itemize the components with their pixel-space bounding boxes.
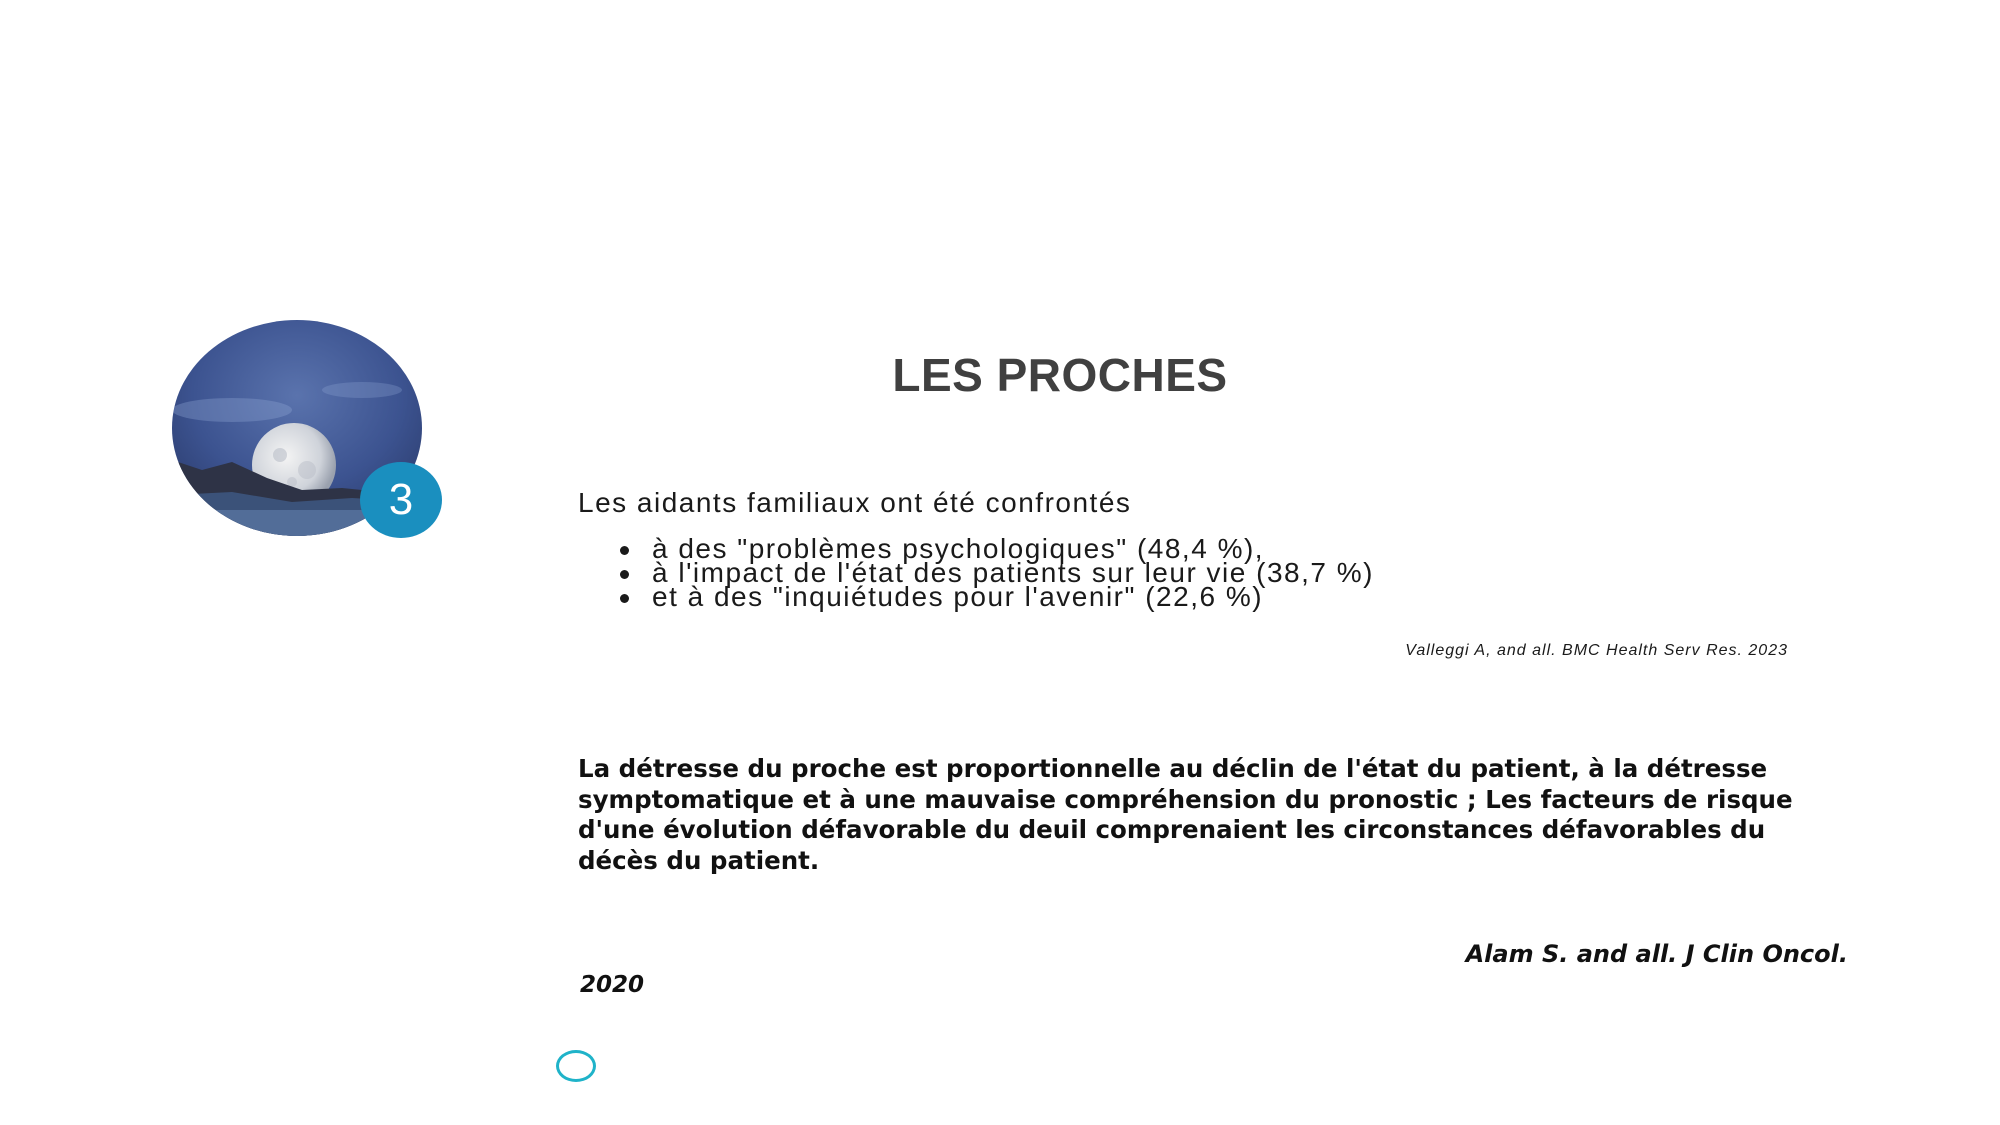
slide-title: LES PROCHES <box>892 349 1228 401</box>
reference-year: 2020 <box>580 972 645 998</box>
pointer-circle-icon <box>556 1050 596 1082</box>
bullet-item: à l'impact de l'état des patients sur leur vie (38,7 %) <box>612 561 1374 585</box>
bullet-item: à des "problèmes psychologiques" (48,4 %), <box>612 537 1374 561</box>
reference-citation-2: Alam S. and all. J Clin Oncol. <box>1465 940 1848 968</box>
body-paragraph: La détresse du proche est proportionnelle au déclin de l'état du patient, à la détresse symptomatique et à une mauvaise compréhension du pronostic ; Les facteurs de risque d'une évolution défavorable du deuil comprenaient les circonstances défavorables du décès du patient. <box>578 754 1793 875</box>
reference-citation-1: Valleggi A, and all. BMC Health Serv Res. 2023 <box>1405 642 1788 659</box>
bullet-list <box>612 533 1374 612</box>
intro-text: Les aidants familiaux ont été confrontés <box>578 487 1132 518</box>
slide-number-badge: 3 <box>360 462 442 538</box>
bullet-item: et à des "inquiétudes pour l'avenir" (22,6 %) <box>612 585 1374 609</box>
